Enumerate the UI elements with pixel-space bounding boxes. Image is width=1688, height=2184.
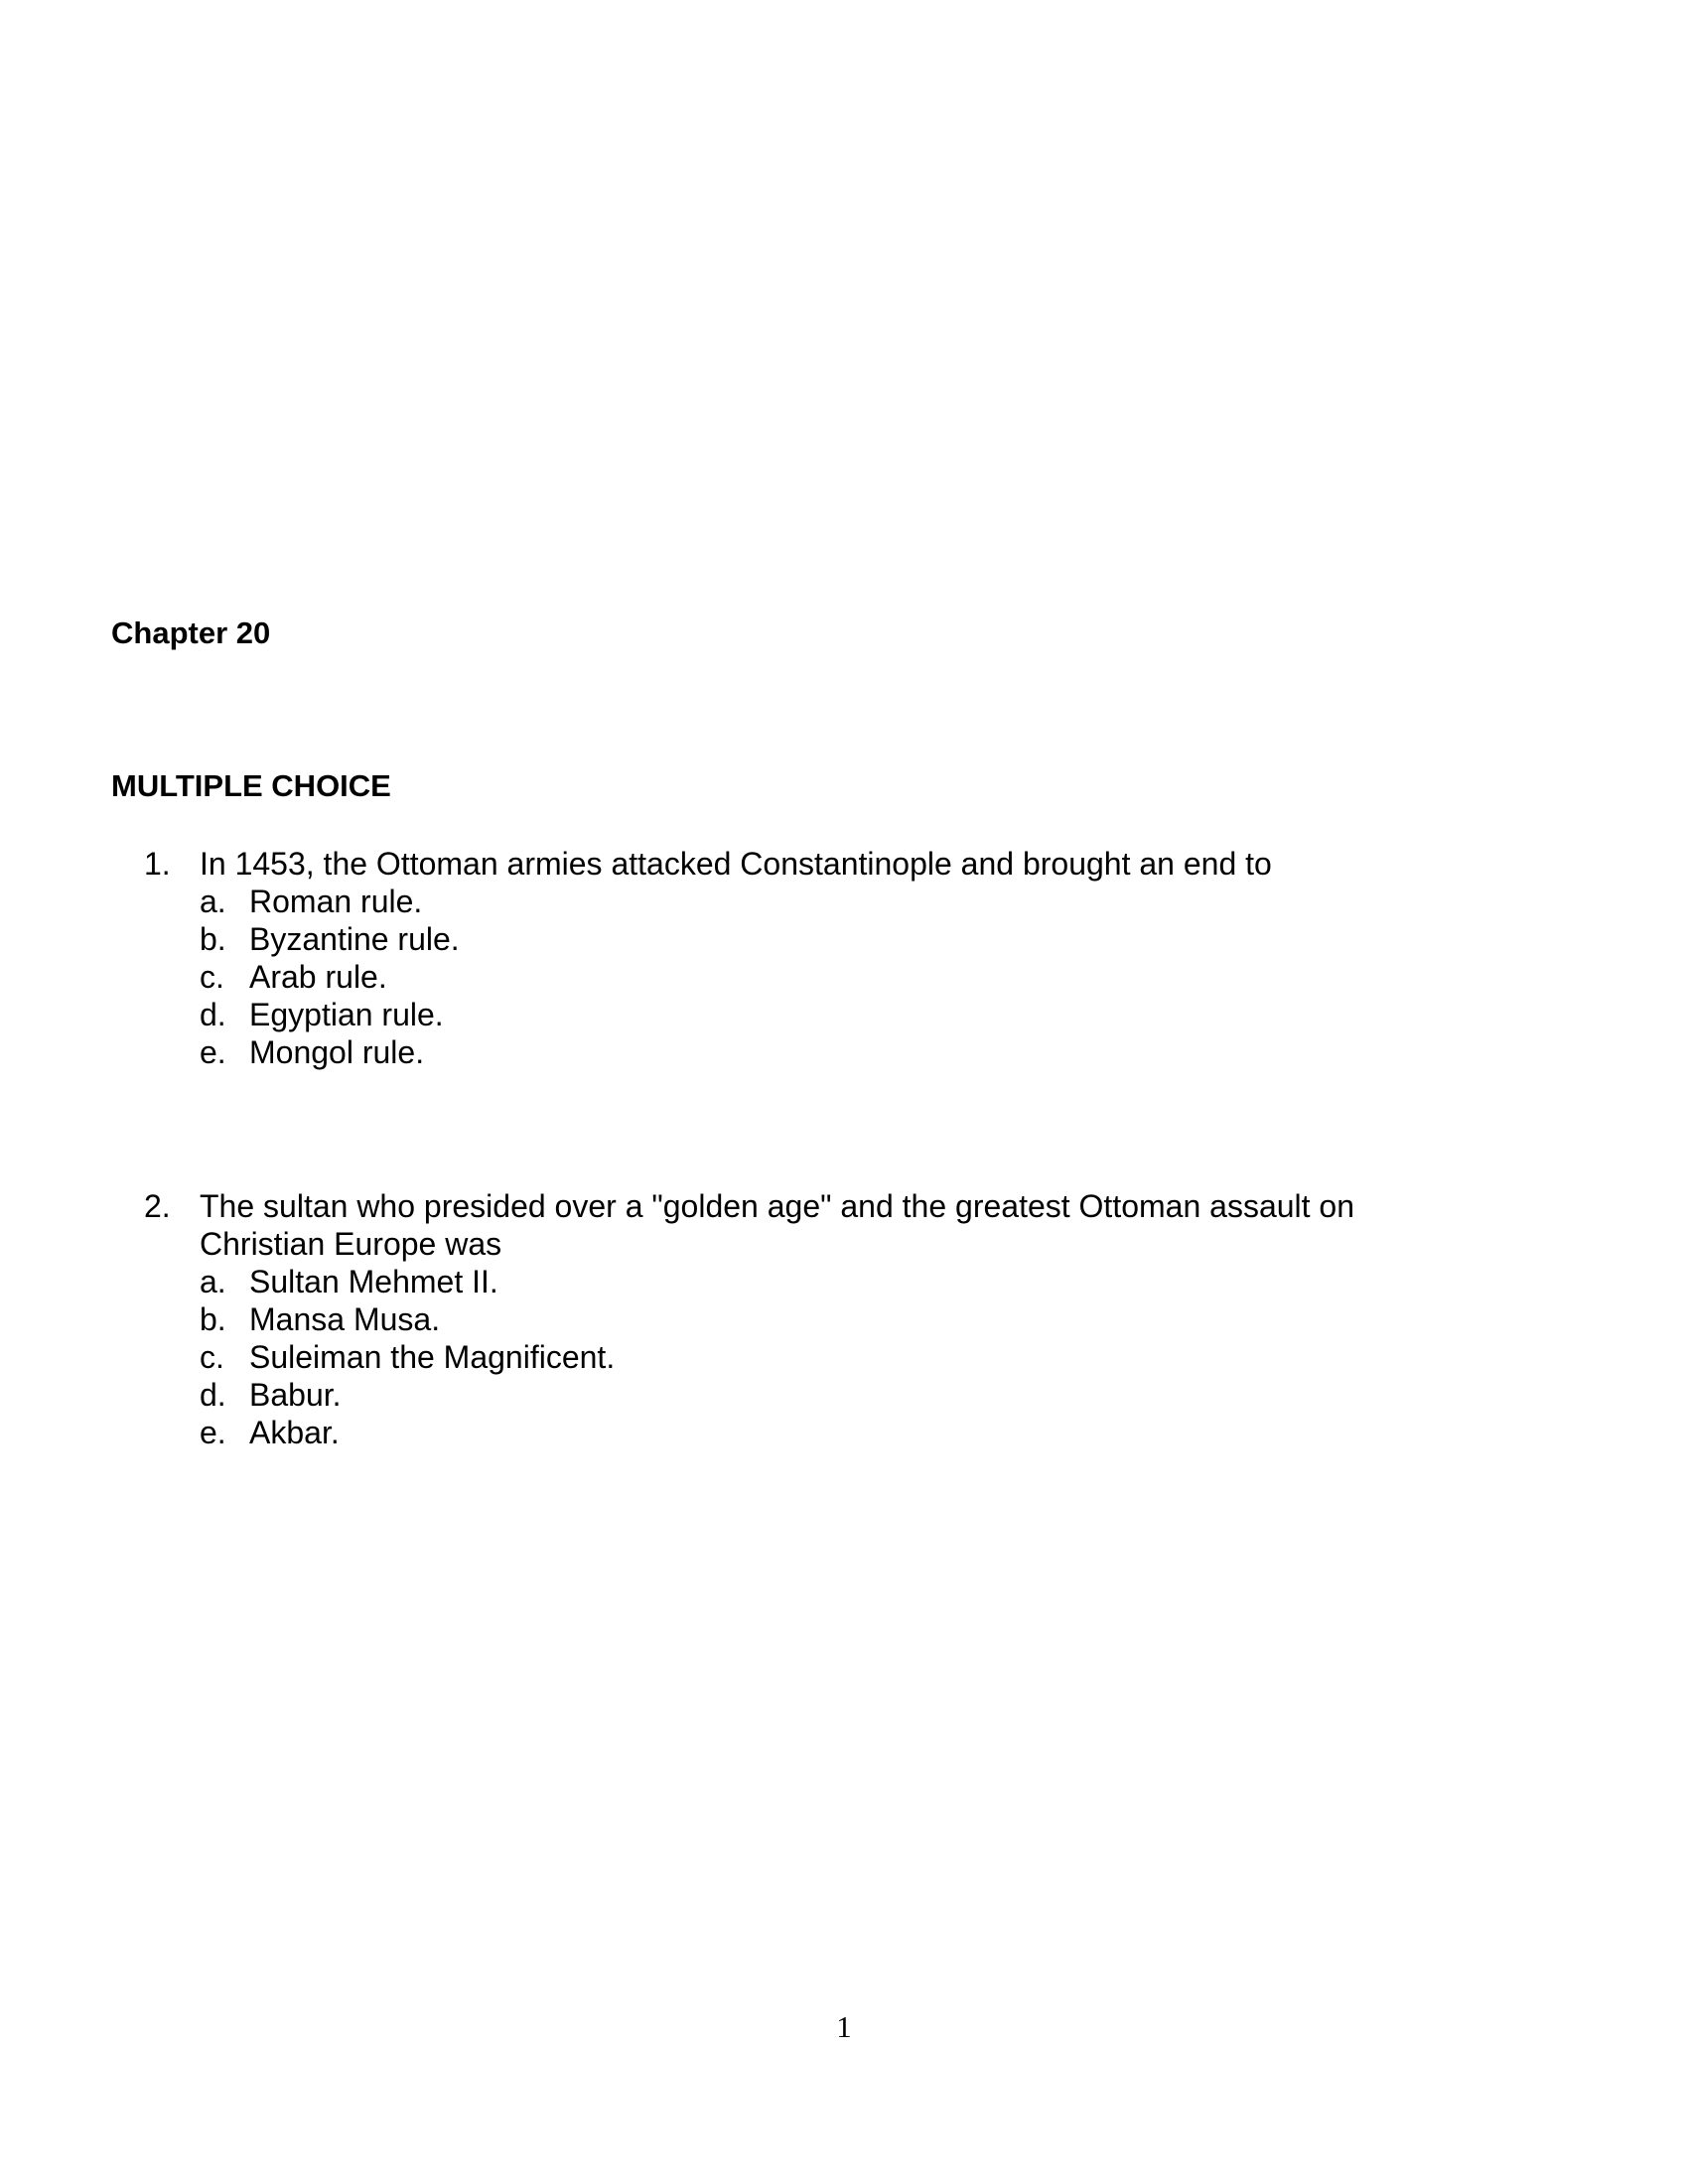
question-stem [144, 1187, 1435, 1263]
choice-text: Mongol rule. [249, 1034, 425, 1070]
page-number: 1 [836, 2009, 852, 2044]
choice-letter: a. [200, 884, 226, 919]
choice-letter: a. [200, 1264, 226, 1299]
choice-letter: c. [200, 959, 224, 995]
choice-letter: d. [200, 1377, 226, 1413]
chapter-title: Chapter 20 [111, 615, 271, 650]
choice-c [200, 1338, 1435, 1376]
choice-d [200, 1376, 1435, 1414]
choice-b [200, 1300, 1435, 1338]
choice-text: Byzantine rule. [249, 921, 460, 957]
question-number: 2. [144, 1188, 171, 1224]
choice-text: Suleiman the Magnificent. [249, 1339, 616, 1375]
question-stem [144, 845, 1435, 883]
choice-e [200, 1414, 1435, 1451]
choice-text: Akbar. [249, 1415, 340, 1450]
choice-letter: b. [200, 1301, 226, 1337]
answer-choices [144, 1263, 1435, 1451]
question-1 [144, 845, 1435, 1071]
choice-text: Roman rule. [249, 884, 423, 919]
question-text: In 1453, the Ottoman armies attacked Constantinople and brought an end to [200, 846, 1272, 882]
choice-e [200, 1033, 1435, 1071]
choice-text: Sultan Mehmet II. [249, 1264, 498, 1299]
choice-letter: d. [200, 997, 226, 1032]
choice-letter: e. [200, 1034, 226, 1070]
question-text: The sultan who presided over a "golden age" and the greatest Ottoman assault on Christian Europe was [200, 1188, 1355, 1262]
choice-b [200, 920, 1435, 958]
choice-a [200, 883, 1435, 920]
choice-letter: b. [200, 921, 226, 957]
choice-c [200, 958, 1435, 996]
section-title: MULTIPLE CHOICE [111, 768, 391, 803]
answer-choices [144, 883, 1435, 1071]
choice-text: Egyptian rule. [249, 997, 444, 1032]
question-number: 1. [144, 846, 171, 882]
choice-letter: e. [200, 1415, 226, 1450]
choice-text: Arab rule. [249, 959, 387, 995]
question-2 [144, 1187, 1435, 1451]
choice-text: Babur. [249, 1377, 342, 1413]
choice-a [200, 1263, 1435, 1300]
choice-letter: c. [200, 1339, 224, 1375]
choice-text: Mansa Musa. [249, 1301, 441, 1337]
choice-d [200, 996, 1435, 1033]
